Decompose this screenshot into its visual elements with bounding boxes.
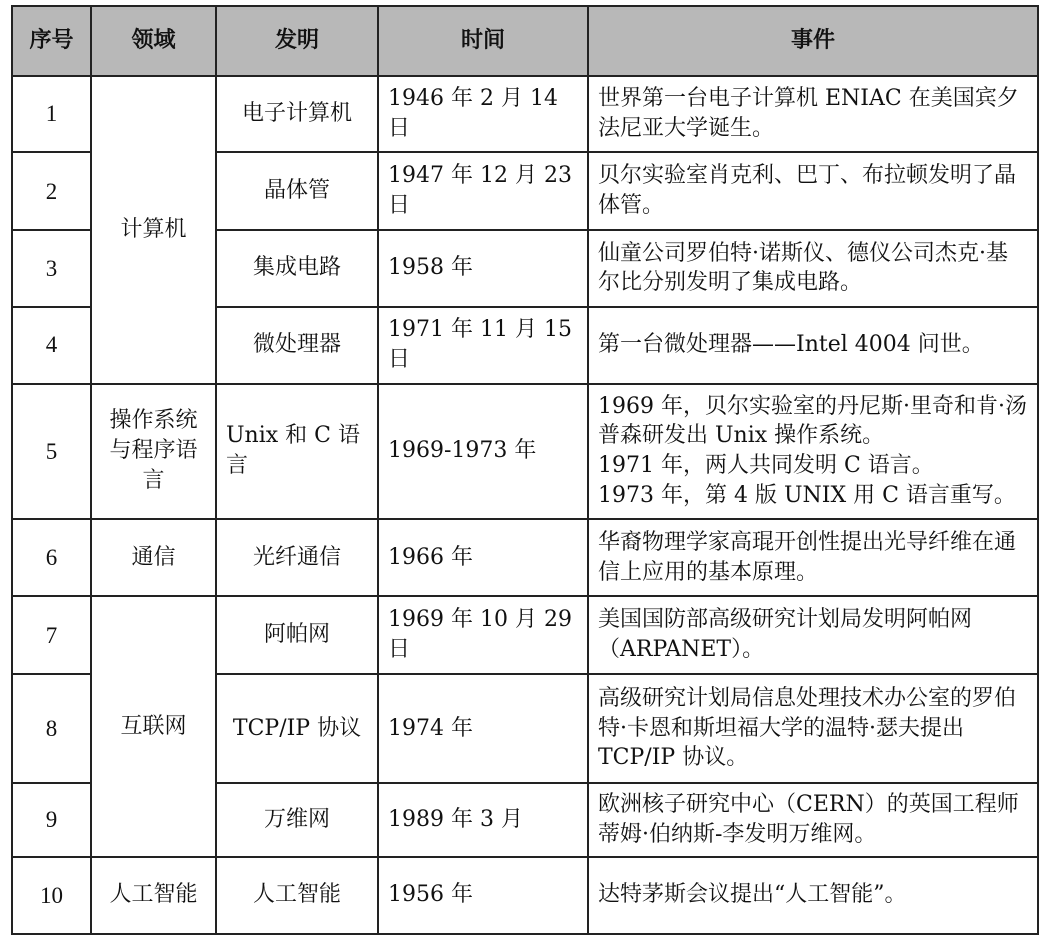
table-row <box>12 519 1038 596</box>
field-cell-internet: 互联网 <box>91 596 216 857</box>
invention-cell: 微处理器 <box>216 307 378 384</box>
event-cell: 达特茅斯会议提出“人工智能”。 <box>588 857 1038 934</box>
time-cell: 1971 年 11 月 15 日 <box>378 307 588 384</box>
event-line: 1973 年，第 4 版 UNIX 用 C 语言重写。 <box>598 483 1016 509</box>
event-cell: 欧洲核子研究中心（CERN）的英国工程师蒂姆·伯纳斯-李发明万维网。 <box>588 783 1038 857</box>
seq-cell: 1 <box>12 76 91 152</box>
header-row <box>12 6 1038 76</box>
header-time: 时间 <box>378 6 588 76</box>
invention-cell: Unix 和 C 语言 <box>216 384 378 519</box>
time-cell: 1969 年 10 月 29 日 <box>378 596 588 674</box>
header-invention: 发明 <box>216 6 378 76</box>
header-event: 事件 <box>588 6 1038 76</box>
event-line: 1971 年，两人共同发明 C 语言。 <box>598 453 934 479</box>
header-seq: 序号 <box>12 6 91 76</box>
seq-cell: 4 <box>12 307 91 384</box>
field-cell-os: 操作系统与程序语言 <box>91 384 216 519</box>
invention-cell: 电子计算机 <box>216 76 378 152</box>
seq-cell: 10 <box>12 857 91 934</box>
field-cell-ai: 人工智能 <box>91 857 216 934</box>
seq-cell: 6 <box>12 519 91 596</box>
seq-cell: 9 <box>12 783 91 857</box>
invention-cell: TCP/IP 协议 <box>216 674 378 782</box>
event-cell: 第一台微处理器——Intel 4004 问世。 <box>588 307 1038 384</box>
event-cell: 贝尔实验室肖克利、巴丁、布拉顿发明了晶体管。 <box>588 152 1038 230</box>
table-row <box>12 384 1038 519</box>
time-cell: 1966 年 <box>378 519 588 596</box>
inventions-table <box>11 5 1039 935</box>
seq-cell: 2 <box>12 152 91 230</box>
seq-cell: 3 <box>12 230 91 306</box>
invention-cell: 阿帕网 <box>216 596 378 674</box>
event-cell: 世界第一台电子计算机 ENIAC 在美国宾夕法尼亚大学诞生。 <box>588 76 1038 152</box>
table-row <box>12 857 1038 934</box>
event-cell: 华裔物理学家高琨开创性提出光导纤维在通信上应用的基本原理。 <box>588 519 1038 596</box>
invention-cell: 万维网 <box>216 783 378 857</box>
table-row <box>12 596 1038 674</box>
seq-cell: 5 <box>12 384 91 519</box>
invention-cell: 集成电路 <box>216 230 378 306</box>
time-cell: 1989 年 3 月 <box>378 783 588 857</box>
event-cell: 仙童公司罗伯特·诺斯仪、德仪公司杰克·基尔比分别发明了集成电路。 <box>588 230 1038 306</box>
seq-cell: 7 <box>12 596 91 674</box>
field-cell-communication: 通信 <box>91 519 216 596</box>
invention-cell: 晶体管 <box>216 152 378 230</box>
time-cell: 1974 年 <box>378 674 588 782</box>
time-cell: 1956 年 <box>378 857 588 934</box>
time-cell: 1947 年 12 月 23 日 <box>378 152 588 230</box>
table-row <box>12 76 1038 152</box>
event-cell <box>588 384 1038 519</box>
time-cell: 1946 年 2 月 14 日 <box>378 76 588 152</box>
event-line: 1969 年，贝尔实验室的丹尼斯·里奇和肯·汤普森研发出 Unix 操作系统。 <box>598 393 1027 449</box>
seq-cell: 8 <box>12 674 91 782</box>
event-cell: 美国国防部高级研究计划局发明阿帕网（ARPANET）。 <box>588 596 1038 674</box>
time-cell: 1969-1973 年 <box>378 384 588 519</box>
invention-cell: 人工智能 <box>216 857 378 934</box>
invention-cell: 光纤通信 <box>216 519 378 596</box>
field-cell-computer: 计算机 <box>91 76 216 384</box>
event-cell: 高级研究计划局信息处理技术办公室的罗伯特·卡恩和斯坦福大学的温特·瑟夫提出 TCP/IP 协议。 <box>588 674 1038 782</box>
time-cell: 1958 年 <box>378 230 588 306</box>
header-field: 领域 <box>91 6 216 76</box>
